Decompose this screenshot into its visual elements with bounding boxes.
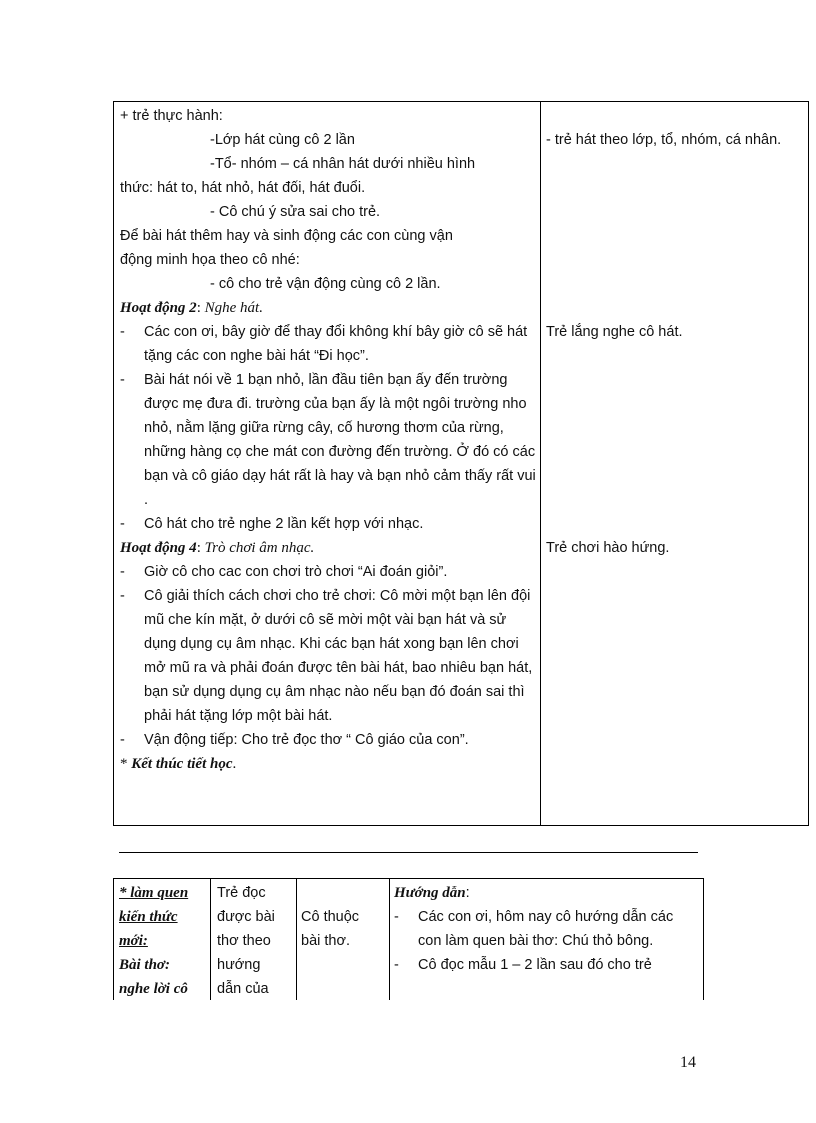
- practice-line: Để bài hát thêm hay và sinh động các con cùng vận: [120, 228, 453, 244]
- column-divider: [296, 879, 297, 1000]
- list-item: - Cô hát cho trẻ nghe 2 lần kết hợp với nhạc.: [120, 516, 424, 532]
- lesson-table: [113, 101, 809, 826]
- list-item: - Các con ơi, bây giờ để thay đổi không khí bây giờ cô sẽ hát tặng các con nghe bài hát “Đi học”.: [120, 324, 528, 364]
- title-line: * làm quen: [119, 885, 189, 901]
- practice-line: -Tổ- nhóm – cá nhân hát dưới nhiều hình: [210, 156, 476, 172]
- page-number: 14: [680, 1054, 696, 1071]
- guidance-column: [394, 881, 699, 977]
- practice-line: - Cô chú ý sửa sai cho trẻ.: [210, 204, 381, 220]
- lesson-section-title: [119, 881, 207, 1001]
- list-item: - Cô đọc mẫu 1 – 2 lần sau đó cho trẻ: [394, 957, 652, 973]
- title-line: kiến thức: [119, 909, 178, 925]
- objective-line: dẫn của: [217, 981, 269, 997]
- practice-line: thức: hát to, hát nhỏ, hát đối, hát đuổi.: [120, 180, 366, 196]
- list-item: - Cô giải thích cách chơi cho trẻ chơi: Cô mời một bạn lên đội mũ che kín mặt, ở dưới cô sẽ mời một vài bạn hát và sử dụng dụng cụ âm nhạc. Khi các bạn hát xong bạn lên chơi mở mũ ra và phải đoán được tên bài hát, bao nhiêu bạn hát, bạn sử dụng dụng cụ âm nhạc nào nếu bạn đó đoán sai thì phải hát tặng lớp một bài hát.: [120, 588, 533, 724]
- child-response-2: Trẻ lắng nghe cô hát.: [546, 324, 683, 340]
- teacher-activity-column: [120, 104, 536, 776]
- objective-line: Trẻ đọc: [217, 885, 266, 901]
- guidance-heading: Hướng dẫn:: [394, 885, 470, 901]
- list-item: - Vận động tiếp: Cho trẻ đọc thơ “ Cô giáo của con”.: [120, 732, 469, 748]
- title-line: nghe lời cô: [119, 981, 188, 997]
- preparation-line: bài thơ.: [301, 933, 351, 949]
- column-divider: [540, 102, 541, 825]
- child-response-1: - trẻ hát theo lớp, tổ, nhóm, cá nhân.: [546, 132, 782, 148]
- practice-line: - cô cho trẻ vận động cùng cô 2 lần.: [210, 276, 441, 292]
- list-item: - Bài hát nói về 1 bạn nhỏ, lần đầu tiên bạn ấy đến trường được mẹ đưa đi. trường của bạn ấy là một ngôi trường nho nhỏ, nằm lặng giữa rừng cây, cố hương thơm của rừng, những hàng cọ che mát con đường đến trường. Ở đó có các bạn và cô giáo dạy hát rất là hay và bạn nhỏ cảm thấy rất vui .: [120, 372, 536, 508]
- list-item: - Giờ cô cho cac con chơi trò chơi “Ai đoán giỏi”.: [120, 564, 448, 580]
- column-divider: [389, 879, 390, 1000]
- activity-2-title: Hoạt động 2: Nghe hát.: [120, 300, 263, 316]
- separator-line: [119, 852, 698, 853]
- list-item: - Các con ơi, hôm nay cô hướng dẫn các con làm quen bài thơ: Chú thỏ bông.: [394, 909, 674, 949]
- practice-heading: + trẻ thực hành:: [120, 108, 223, 124]
- lesson-table-2: [113, 878, 704, 1000]
- column-divider: [210, 879, 211, 1000]
- preparation-column: [301, 905, 387, 953]
- child-response-3: Trẻ chơi hào hứng.: [546, 540, 670, 556]
- preparation-line: Cô thuộc: [301, 909, 360, 925]
- activity-4-title: Hoạt động 4: Trò chơi âm nhạc.: [120, 540, 315, 556]
- title-line: mới:: [119, 933, 148, 949]
- objective-line: hướng: [217, 957, 261, 973]
- objective-column: [217, 881, 293, 1001]
- objective-line: được bài: [217, 909, 275, 925]
- practice-line: động minh họa theo cô nhé:: [120, 252, 300, 268]
- practice-line: -Lớp hát cùng cô 2 lần: [210, 132, 355, 148]
- objective-line: thơ theo: [217, 933, 271, 949]
- title-line: Bài thơ:: [119, 957, 170, 973]
- lesson-ending: * Kết thúc tiết học.: [120, 756, 237, 772]
